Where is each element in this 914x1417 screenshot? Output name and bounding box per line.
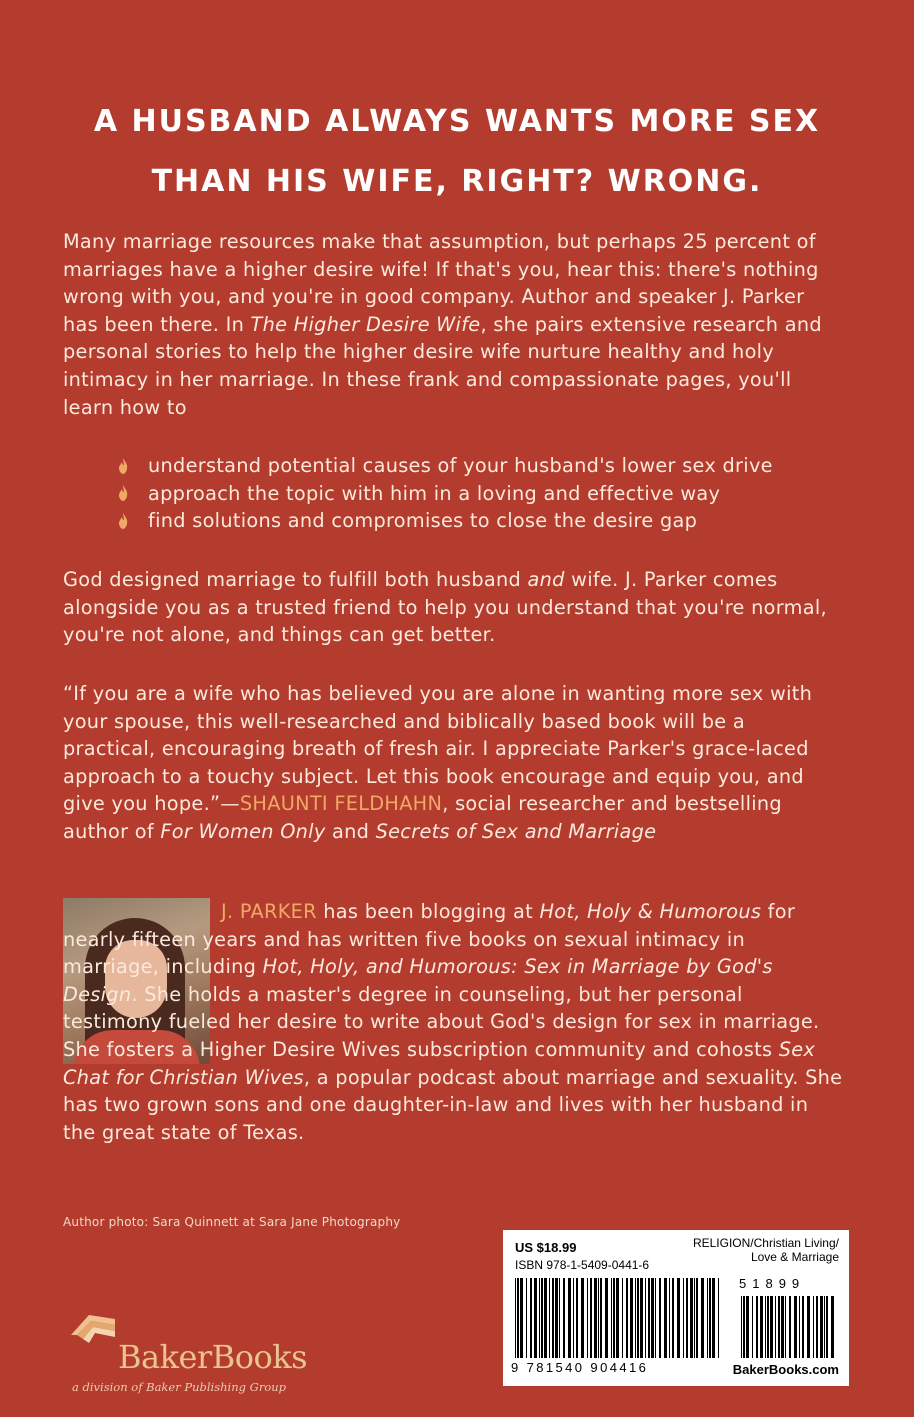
author-name: J. PARKER [221, 900, 317, 923]
category-line-2: Love & Marriage [750, 1250, 839, 1264]
barcode-addon-bars [741, 1296, 837, 1358]
category-line-1: RELIGION/Christian Living/ [692, 1236, 839, 1250]
publisher-website: BakerBooks.com [732, 1362, 839, 1377]
list-item-text: approach the topic with him in a loving and effective way [148, 481, 721, 505]
quote-conjunction: and [325, 819, 376, 843]
intro-text-a: Many marriage resources make that assumption, but perhaps 25 percent of marriages have a higher desire wife! If that's you, hear this: there's nothing wrong with you, and you're in good company. Author and speaker J. Parker has been there. In [63, 230, 819, 336]
bio-podcast-title: Sex Chat for Christian Wives [63, 1037, 816, 1089]
publisher-tagline: a division of Baker Publishing Group [72, 1380, 287, 1394]
benefit-list [118, 452, 858, 535]
bio-blog-title: Hot, Holy & Humorous [539, 900, 762, 923]
isbn: ISBN 978-1-5409-0441-6 [515, 1258, 650, 1272]
price: US $18.99 [515, 1240, 577, 1255]
list-item [118, 507, 858, 535]
quote-text: “If you are a wife who has believed you are alone in wanting more sex with your spouse, this well-researched and biblically based book will be a practical, encouraging breath of fresh air. I appreciate Parker's grace-laced approach to a touchy subject. Let this book encourage and equip you, and give you hope.”— [63, 682, 813, 816]
headline [0, 92, 914, 212]
barcode-bars [515, 1278, 723, 1358]
list-item-text: find solutions and compromises to close the desire gap [148, 509, 698, 533]
closing-text-b: wife. J. Parker comes alongside you as a trusted friend to help you understand that you're normal, you're not alone, and things can get better. [63, 568, 827, 647]
intro-book-title: The Higher Desire Wife [250, 312, 481, 336]
flame-icon [118, 458, 128, 474]
bio-text-4: , a popular podcast about marriage and sexuality. She has two grown sons and one daughter-in-law and lives with her husband in the great state of Texas. [63, 1065, 843, 1144]
headline-line-2: THAN HIS WIFE, RIGHT? WRONG. [151, 164, 763, 199]
barcode-panel [503, 1230, 849, 1386]
closing-emphasis: and [527, 568, 565, 591]
barcode-addon: 51899 [739, 1276, 806, 1291]
endorser-name: SHAUNTI FELDHAHN [239, 792, 443, 816]
barcode-digits: 9 781540 904416 [511, 1360, 649, 1375]
endorser-book-2: Secrets of Sex and Marriage [375, 819, 657, 843]
closing-paragraph [63, 566, 843, 649]
endorsement-quote [63, 680, 843, 846]
publisher-logo-icon [67, 1305, 119, 1349]
author-bio [63, 898, 843, 1146]
list-item-text: understand potential causes of your husband's lower sex drive [148, 454, 773, 477]
headline-line-1: A HUSBAND ALWAYS WANTS MORE SEX [93, 104, 821, 139]
flame-icon [118, 513, 128, 529]
intro-text-b: , she pairs extensive research and personal stories to help the higher desire wife nurture healthy and holy intimacy in her marriage. In these frank and compassionate pages, you'll learn how to [63, 312, 822, 419]
bio-text-2: for nearly fifteen years and has written five books on sexual intimacy in marriage, including [63, 900, 796, 979]
endorser-book-1: For Women Only [160, 819, 326, 843]
endorser-role: , social researcher and bestselling author of [63, 792, 782, 843]
list-item [118, 480, 858, 508]
bio-text-3: . She holds a master's degree in counseling, but her personal testimony fueled her desire to write about God's design for sex in marriage. She fosters a Higher Desire Wives subscription community and cohosts [63, 982, 820, 1061]
bio-book-title: Hot, Holy, and Humorous: Sex in Marriage by God's Design [63, 955, 773, 1006]
bio-text-1: has been blogging at [316, 900, 540, 923]
closing-text-a: God designed marriage to fulfill both husband [63, 568, 528, 591]
publisher-logo-text: BakerBooks [118, 1338, 308, 1376]
list-item [118, 452, 858, 480]
flame-icon [118, 485, 128, 501]
category [639, 1236, 839, 1264]
intro-paragraph [63, 228, 843, 421]
photo-credit: Author photo: Sara Quinnett at Sara Jane Photography [63, 1215, 401, 1229]
